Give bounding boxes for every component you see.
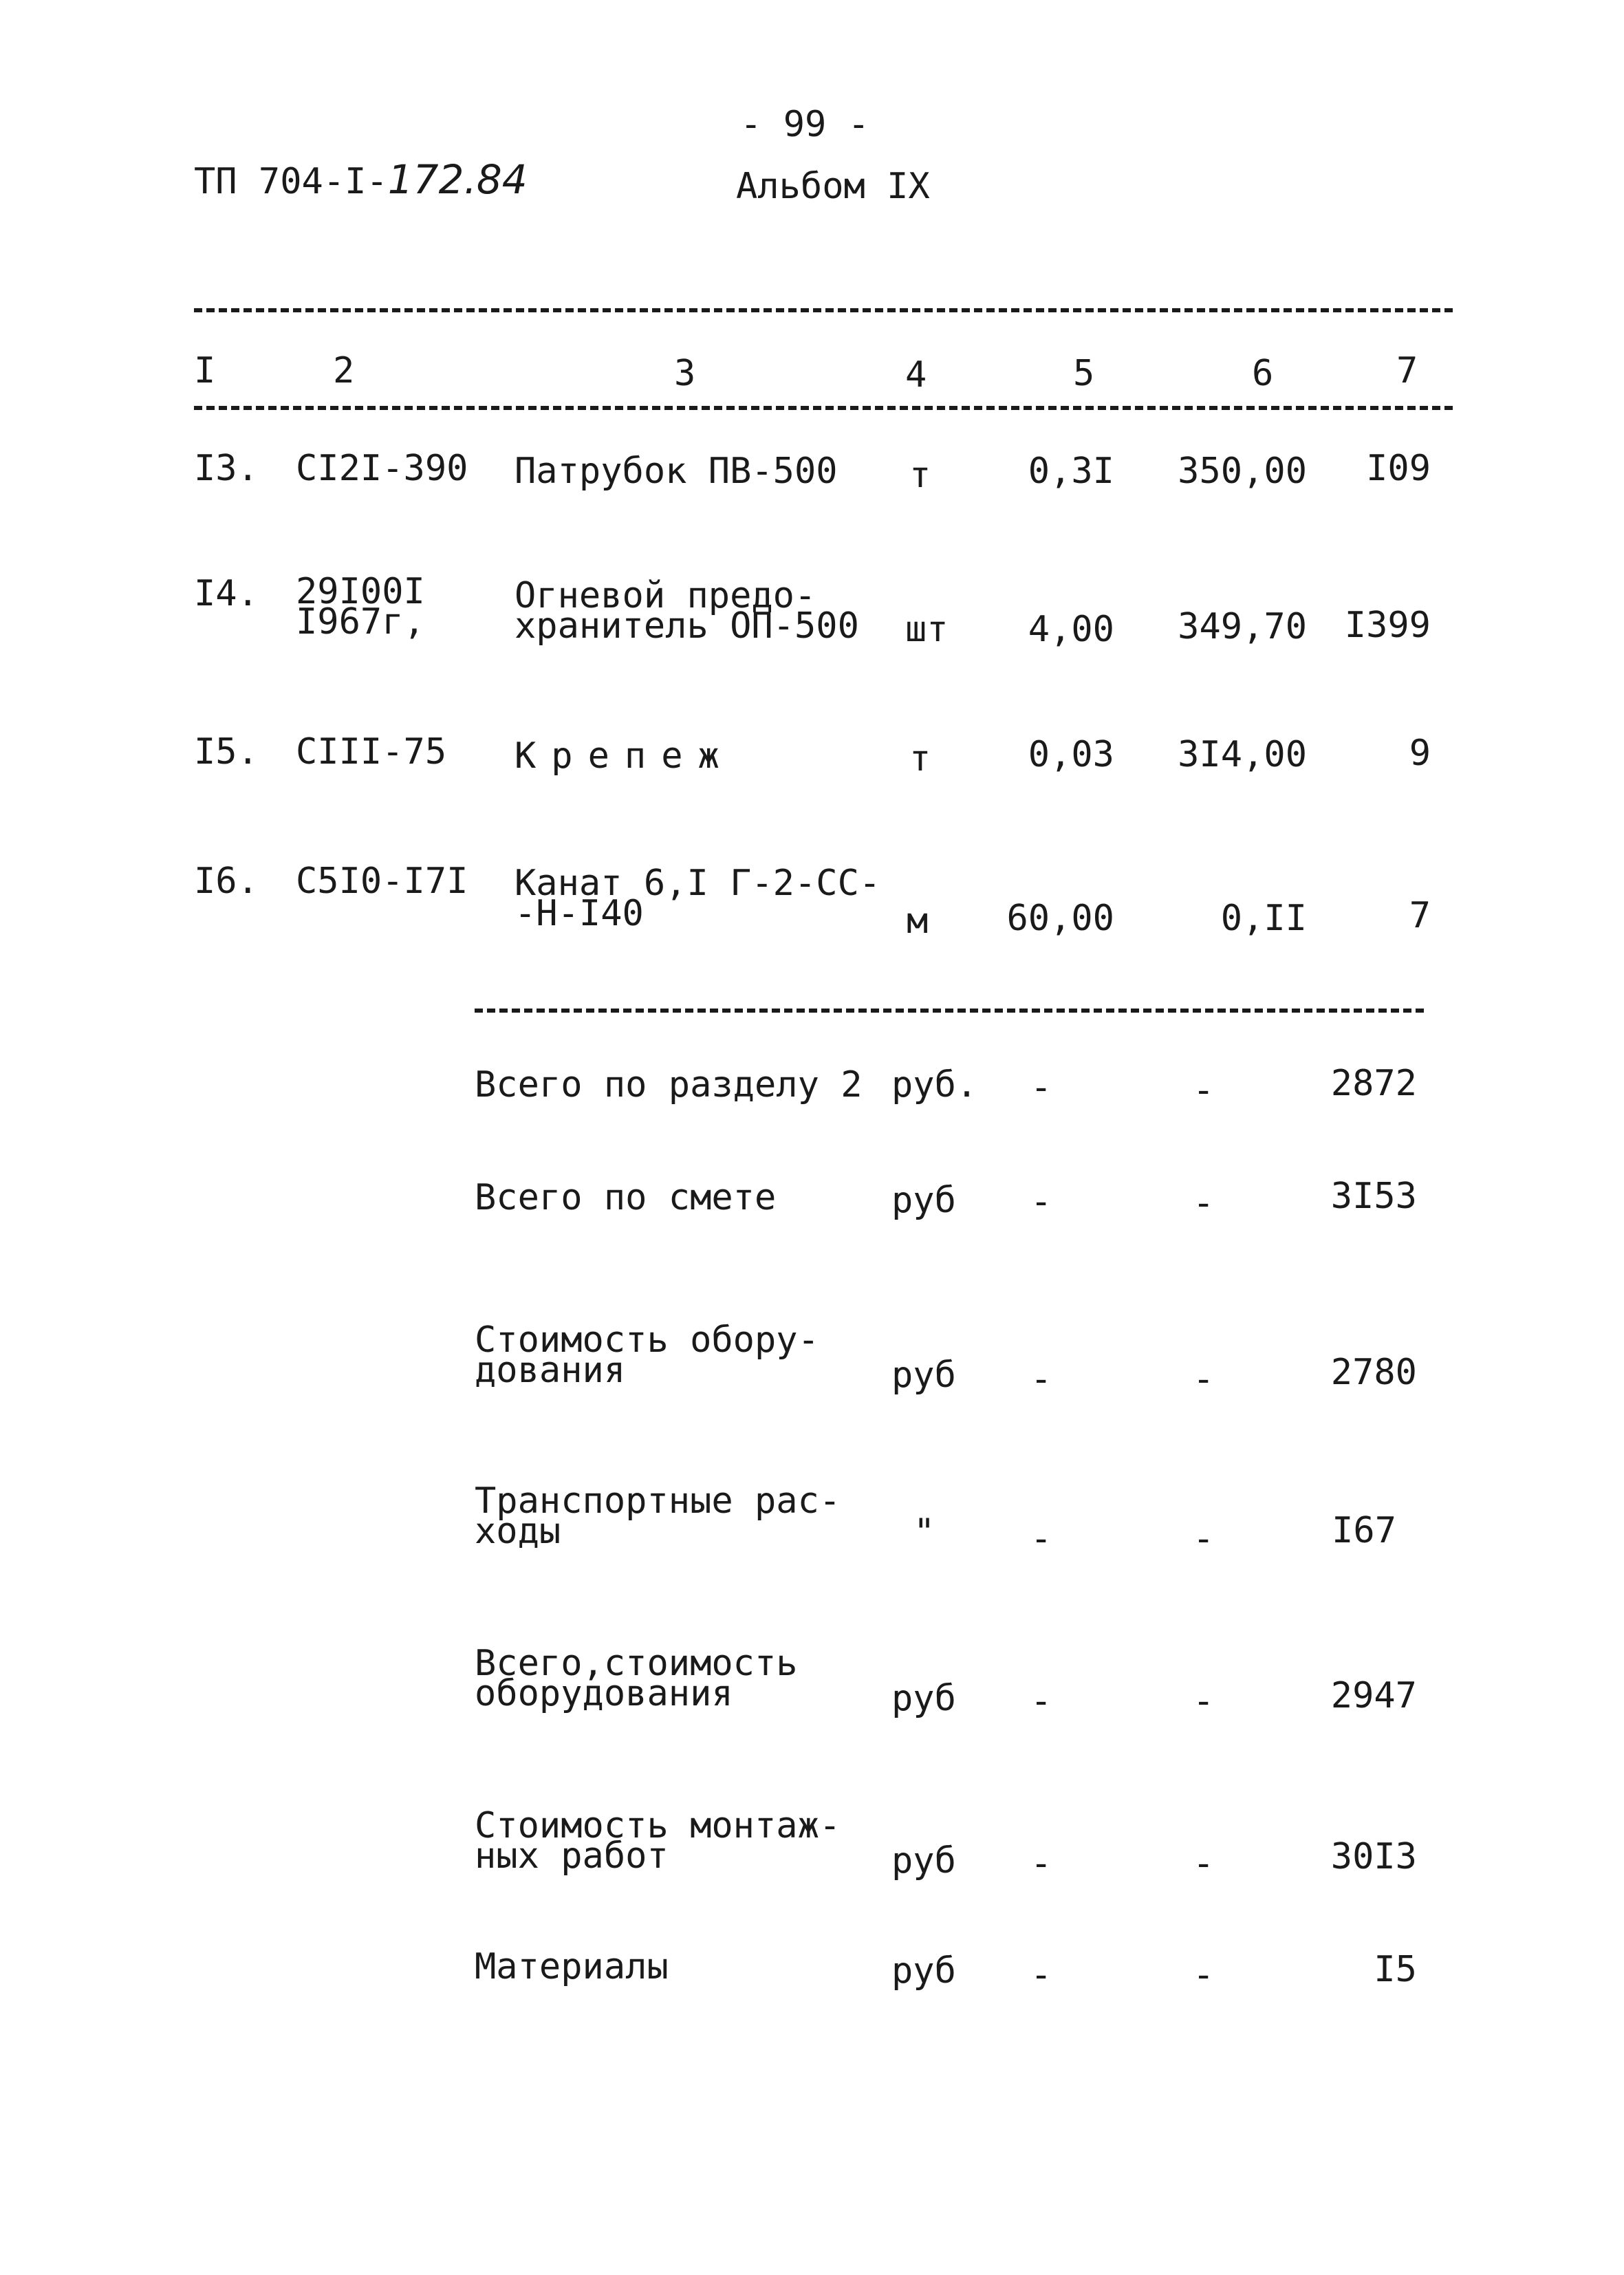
item-name: Огневой предо- хранитель ОП-500 [515, 575, 859, 647]
resource-code: 29I00I I967г, [296, 571, 425, 643]
summary-unit: руб [891, 1355, 956, 1396]
summary-unit: руб [891, 1678, 956, 1719]
summary-unit: руб [891, 1840, 956, 1882]
unit-price: 0,II [1220, 898, 1307, 939]
quantity: 60,00 [1006, 898, 1114, 939]
column-number: I [194, 350, 216, 391]
page-number: - 99 - [740, 104, 869, 145]
summary-col5: - [1030, 1359, 1052, 1400]
summary-unit: руб [891, 1180, 956, 1221]
column-number: 6 [1252, 353, 1274, 394]
album-label: Альбом IX [736, 166, 930, 207]
unit-price: 350,00 [1178, 451, 1307, 492]
unit-price: 349,70 [1178, 606, 1307, 647]
summary-separator-rule [475, 1009, 1424, 1013]
summary-col5: - [1030, 1843, 1052, 1884]
column-number: 3 [674, 353, 696, 394]
quantity: 0,03 [1028, 734, 1114, 775]
summary-total: 30I3 [1330, 1836, 1417, 1877]
summary-col5: - [1030, 1067, 1052, 1108]
summary-label: Стоимость монтаж- ных работ [475, 1805, 841, 1877]
summary-total: I5 [1374, 1949, 1417, 1990]
summary-col6: - [1193, 1183, 1215, 1224]
column-number: 2 [333, 350, 355, 391]
summary-col5: - [1030, 1954, 1052, 1996]
column-number: 7 [1396, 350, 1418, 391]
row-total: I399 [1344, 605, 1431, 646]
row-number: I6. [194, 861, 259, 902]
summary-col6: - [1193, 1518, 1215, 1560]
quantity: 4,00 [1028, 609, 1114, 650]
quantity: 0,3I [1028, 451, 1114, 492]
header-bottom-rule [194, 406, 1453, 410]
summary-total: 2872 [1330, 1063, 1417, 1104]
document-code-handwritten: 172.84 [387, 156, 528, 203]
item-name: Патрубок ПВ-500 [515, 451, 838, 492]
summary-label: Материалы [475, 1946, 669, 1987]
row-number: I4. [194, 573, 259, 614]
resource-code: CIII-75 [296, 731, 447, 773]
item-name: Крепеж [515, 735, 735, 777]
summary-total: I67 [1332, 1510, 1396, 1551]
summary-label: Транспортные рас- ходы [475, 1480, 841, 1552]
unit: шт [905, 609, 949, 650]
row-total: I09 [1366, 448, 1431, 489]
summary-unit: " [913, 1511, 935, 1553]
summary-col6: - [1193, 1681, 1215, 1722]
resource-code: C5I0-I7I [296, 861, 468, 902]
summary-unit: руб [891, 1950, 956, 1992]
row-total: 7 [1409, 895, 1431, 936]
summary-total: 2780 [1330, 1352, 1417, 1393]
summary-total: 2947 [1330, 1675, 1417, 1716]
summary-label: Всего,стоимость оборудования [475, 1643, 798, 1714]
summary-unit: руб. [891, 1064, 978, 1106]
summary-col5: - [1030, 1181, 1052, 1222]
summary-col5: - [1030, 1681, 1052, 1722]
document-code-printed: ТП 704-I- [194, 161, 388, 202]
item-name: Канат 6,I Г-2-СС- -Н-I40 [515, 863, 881, 934]
column-number: 4 [905, 354, 927, 396]
summary-label: Стоимость обору- дования [475, 1319, 819, 1391]
resource-code: CI2I-390 [296, 448, 468, 489]
summary-label: Всего по разделу 2 [475, 1064, 863, 1106]
summary-col6: - [1193, 1843, 1215, 1884]
unit: т [909, 455, 931, 496]
summary-col6: - [1193, 1070, 1215, 1111]
unit: м [907, 901, 929, 942]
summary-col6: - [1193, 1954, 1215, 1996]
summary-col6: - [1193, 1359, 1215, 1400]
row-number: I5. [194, 731, 259, 773]
unit: т [909, 738, 931, 779]
summary-col5: - [1030, 1518, 1052, 1560]
row-total: 9 [1409, 733, 1431, 774]
table-top-rule [194, 308, 1453, 312]
column-number: 5 [1073, 353, 1095, 394]
summary-label: Всего по смете [475, 1177, 777, 1218]
document-code [194, 156, 528, 203]
summary-total: 3I53 [1330, 1176, 1417, 1217]
row-number: I3. [194, 448, 259, 489]
unit-price: 3I4,00 [1178, 734, 1307, 775]
